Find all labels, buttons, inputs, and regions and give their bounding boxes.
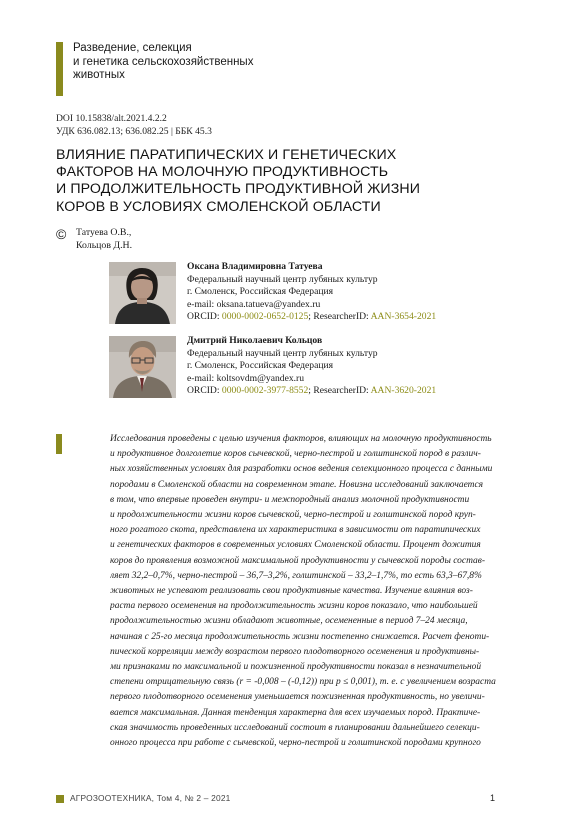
researcherid-link[interactable]: AAN-3620-2021 [370,385,437,397]
author-info [187,335,436,398]
article-title-line: ВЛИЯНИЕ ПАРАТИПИЧЕСКИХ И ГЕНЕТИЧЕСКИХ [56,147,397,163]
author-card [109,262,489,326]
footer-journal: АГРОЗООТЕХНИКА, Том 4, № 2 – 2021 [70,793,231,803]
udk-bbk: УДК 636.082.13; 636.082.25 | ББК 45.3 [56,126,212,137]
author-city: г. Смоленск, Российская Федерация [187,286,334,298]
author-photo-image [109,262,176,324]
doi[interactable]: DOI 10.15838/alt.2021.4.2.2 [56,113,167,124]
author-info [187,261,436,324]
abstract-line: Исследования проведены с целью изучения факторов, влияющих на молочную продуктивность [110,434,492,444]
orcid-link[interactable]: 0000-0002-0652-0125 [221,311,309,323]
article-title-line: КОРОВ В УСЛОВИЯХ СМОЛЕНСКОЙ ОБЛАСТИ [56,198,381,215]
abstract-line: животных не успевают реализовать свои продуктивные качества. Изучение влияния воз- [110,586,473,597]
abstract-line: в том, что впервые проведен внутри- и межпородный анализ молочной продуктивности [110,494,470,505]
orcid-label: ORCID: [187,385,222,397]
orcid-label: ORCID: [187,311,222,323]
author-organization: Федеральный научный центр лубяных культур [187,347,378,359]
abstract-line: ного рогатого скота, представлена их характеристика в зависимости от паратипических [110,525,481,536]
abstract-line: начиная с 25-го месяца продолжительность жизни постепенно снижается. Расчет феноти- [110,631,490,642]
abstract-line: раста первого осеменения на продолжительность жизни коров показало, что наибольшей [110,601,478,612]
abstract-line: коров до проявления возможной максимальной продуктивности у сычевской породы состав- [110,555,485,566]
abstract-line: продолжительностью жизни обладают животные, осемененные в период 7–24 месяца, [110,616,468,627]
abstract-line: породами в Смоленской области на современном этапе. Новизна исследований заключается [110,479,484,490]
section-title-line: и генетика сельскохозяйственных [73,55,254,68]
author-organization: Федеральный научный центр лубяных культур [187,273,378,285]
abstract-line: и продуктивное долголетие коров сычевской, черно-пестрой и голштинской пород в различ- [110,449,481,460]
section-title [73,42,333,83]
abstract-line: пической корреляции между возрастом первого плодотворного осеменения и продуктивны- [110,646,480,657]
orcid-link[interactable]: 0000-0002-3977-8552 [221,385,309,397]
article-title-line: И ПРОДОЛЖИТЕЛЬНОСТЬ ПРОДУКТИВНОЙ ЖИЗНИ [56,181,420,198]
author-ids [187,385,436,398]
abstract-line: ская значимость проведенных исследований состоит в планировании дальнейшего селекци- [110,722,480,733]
section-title-line: Разведение, селекция [73,42,192,54]
article-title-line: ФАКТОРОВ НА МОЛОЧНУЮ ПРОДУКТИВНОСТЬ [56,164,389,181]
author-card [109,336,489,400]
copyright-icon: © [56,226,67,242]
abstract-line: ляет 32,2–0,7%, черно-пестрой – 36,7–3,2%, голштинской – 33,2–1,7%, то есть 63,3–67,8% [110,570,482,581]
researcherid-link[interactable]: AAN-3654-2021 [370,311,437,323]
abstract-line: и генетических факторов в современных условиях Смоленской области. Процент дожития [110,540,481,551]
section-accent-bar [56,42,63,96]
author-ids [187,311,436,324]
abstract-line: и продолжительности жизни коров сычевской, черно-пестрой и голштинской пород круп- [110,510,476,521]
authors-short [76,226,132,252]
abstract-line: ных хозяйственных условиях для разработки основ ведения селекционного процесса с данными [110,464,493,475]
section-title-line: животных [73,69,125,81]
abstract-line: степени отрицательную связь (r = -0,008 – (-0,12)) при p ≤ 0,001), т. е. с увеличением возраста [110,677,496,688]
abstract-line: вается максимальная. Данная тенденция характерна для всех изучаемых пород. Практиче- [110,707,481,718]
author-email[interactable]: e-mail: oksana.tatueva@yandex.ru [187,298,321,310]
author-name: Оксана Владимировна Татуева [187,261,323,272]
author-name: Дмитрий Николаевич Кольцов [187,335,323,346]
author-photo [109,336,176,398]
abstract-line: ми признаками по максимальной и пожизненной продуктивности показал в незначительной [110,662,482,673]
abstract-line: первого плодотворного осеменения уменьшается пожизненная продуктивность, но увеличи- [110,692,485,703]
abstract-line: онного процесса при работе с сычевской, черно-пестрой и голштинской породами крупного [110,738,481,749]
author-photo [109,262,176,324]
article-title [56,147,526,216]
abstract [110,432,528,751]
researcherid-label: ; ResearcherID: [308,385,371,397]
author-short: Татуева О.В., [76,227,132,238]
footer-accent-square [56,795,64,803]
author-email[interactable]: e-mail: koltsovdm@yandex.ru [187,372,305,384]
page-number: 1 [490,793,496,803]
researcherid-label: ; ResearcherID: [308,311,371,323]
author-photo-image [109,336,176,398]
author-short: Кольцов Д.Н. [76,240,133,251]
article-meta [56,112,212,138]
author-city: г. Смоленск, Российская Федерация [187,360,334,372]
abstract-accent-bar [56,434,62,454]
